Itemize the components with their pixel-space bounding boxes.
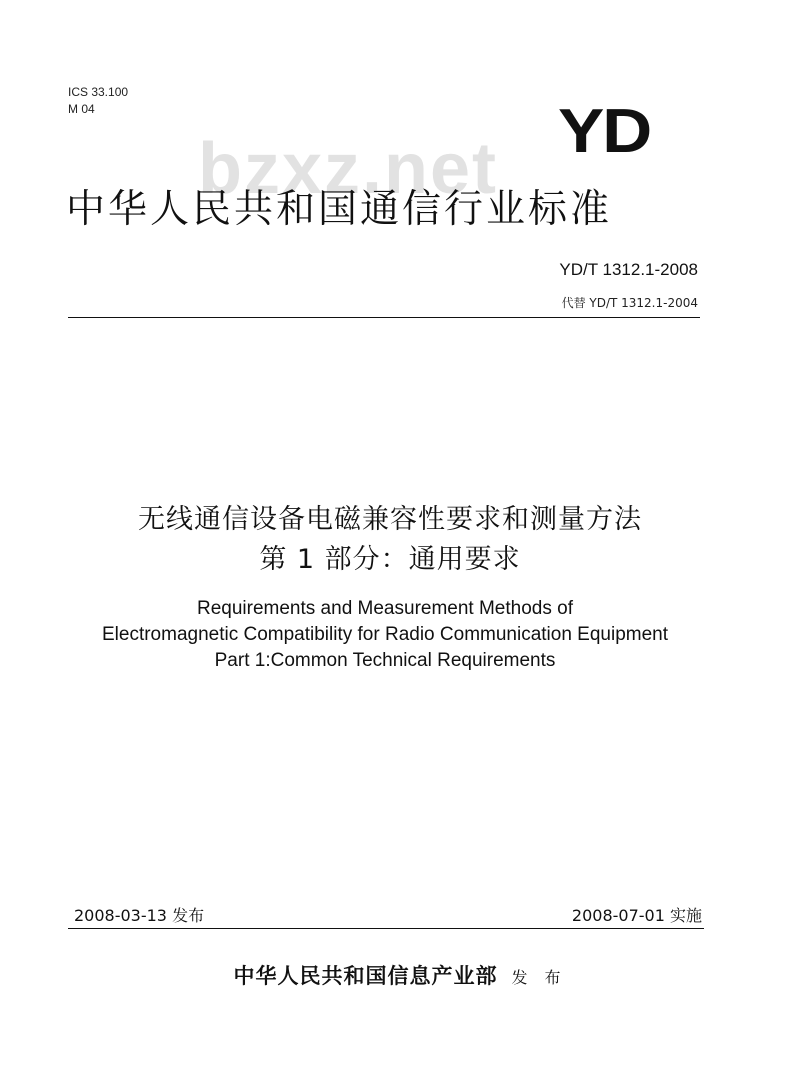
issue-date: 2008-03-13 发布 (74, 906, 205, 925)
english-title-line-1: Requirements and Measurement Methods of (197, 598, 573, 619)
english-title-line-2: Electromagnetic Compatibility for Radio Communication Equipment (101, 624, 669, 645)
ics-code: ICS 33.100 (68, 85, 129, 99)
national-standard-title: 中华人民共和国通信行业标准 (66, 187, 613, 232)
issue-action: 发 布 (511, 968, 567, 987)
yd-logo: YD (558, 97, 650, 166)
issuing-organization: 中华人民共和国信息产业部 (233, 964, 498, 988)
implementation-date: 2008-07-01 实施 (571, 906, 702, 925)
chinese-title-line-1: 无线通信设备电磁兼容性要求和测量方法 (138, 504, 642, 535)
bottom-divider (68, 928, 704, 929)
classification-codes (68, 84, 128, 118)
issuer-line (0, 960, 800, 990)
category-code: M 04 (68, 102, 95, 116)
replaces-standard: 代替 YD/T 1312.1-2004 (561, 296, 698, 310)
top-divider (68, 317, 700, 318)
english-title (0, 596, 770, 674)
standard-number: YD/T 1312.1-2008 (559, 260, 698, 279)
english-title-line-3: Part 1:Common Technical Requirements (214, 650, 556, 671)
chinese-title-line-2: 第 1 部分：通用要求 (259, 544, 521, 575)
chinese-title (0, 500, 780, 580)
watermark: bzxz.net (198, 129, 499, 209)
